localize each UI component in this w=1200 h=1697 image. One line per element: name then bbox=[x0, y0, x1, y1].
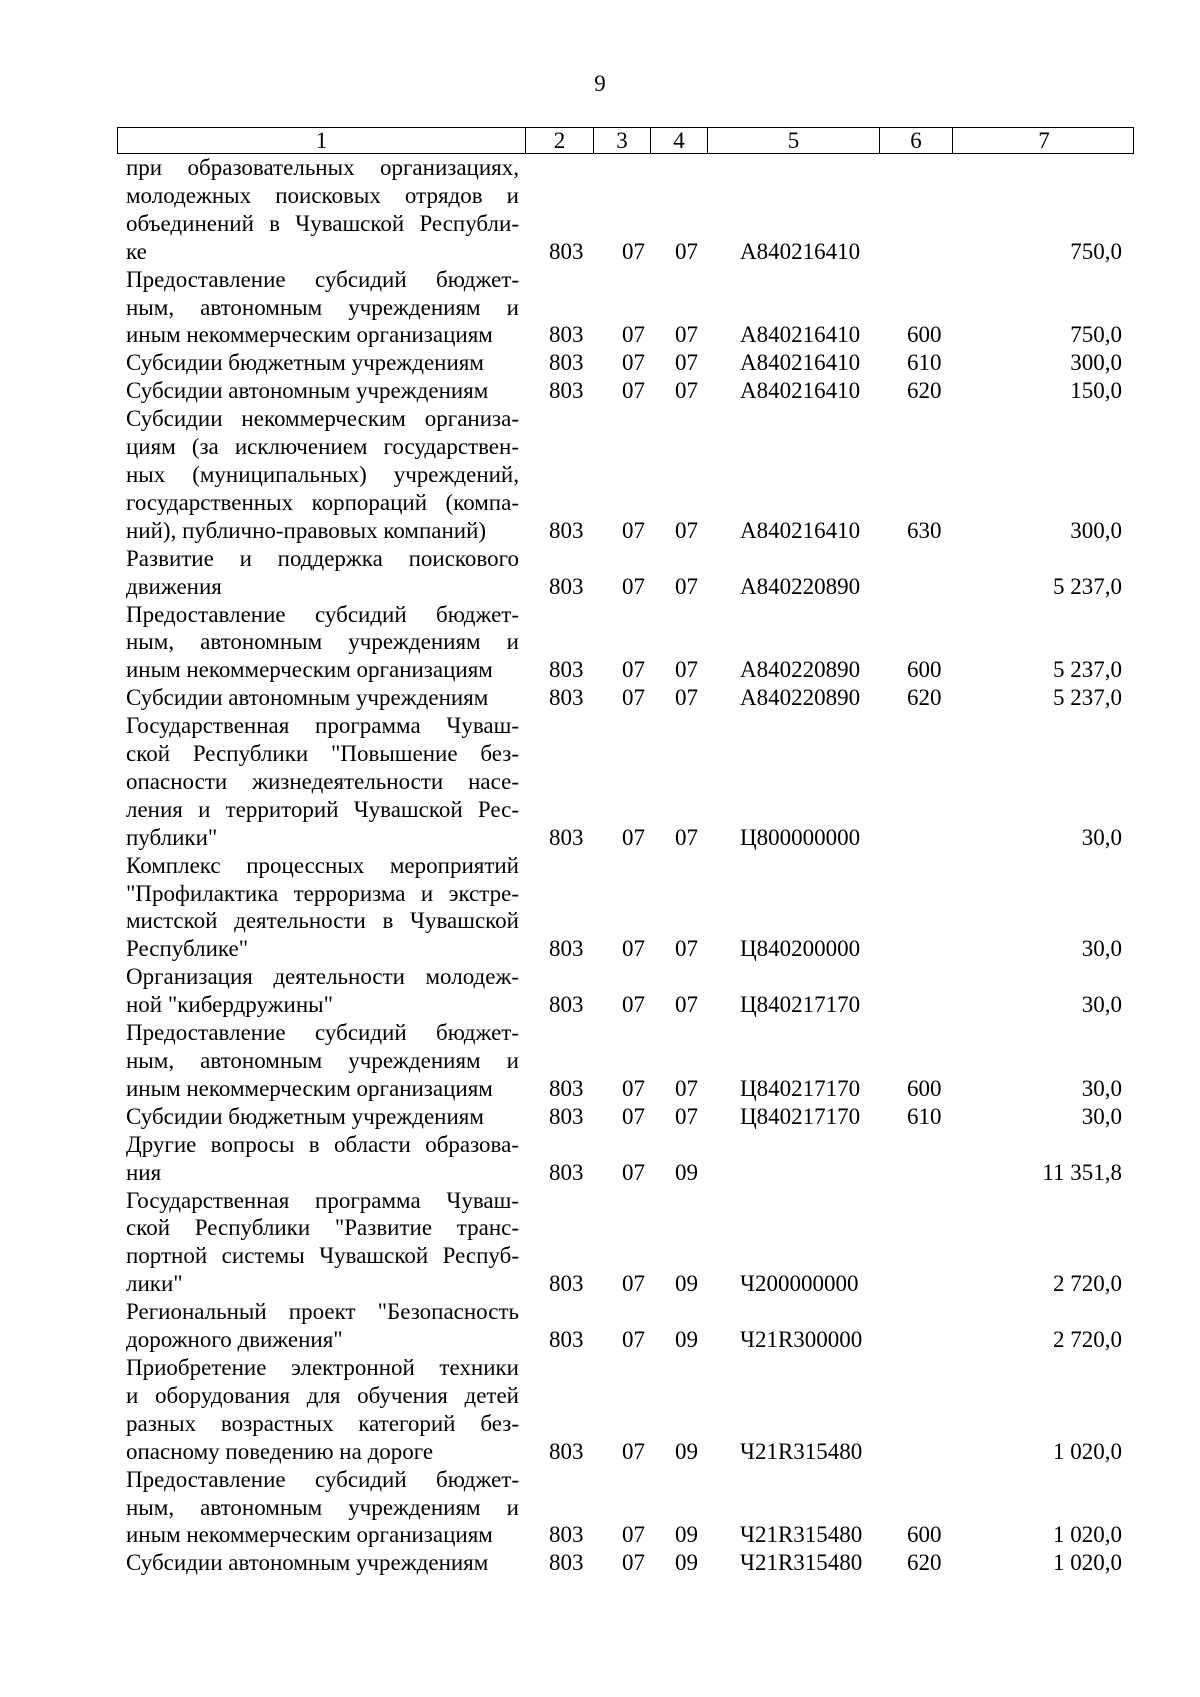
description-line: Государственная программа Чуваш- bbox=[126, 1187, 519, 1213]
description-line: ным, автономным учреждениям и bbox=[126, 1494, 519, 1520]
cell-col-4: 07 bbox=[675, 350, 698, 376]
description-line: и оборудования для обучения детей bbox=[126, 1382, 519, 1408]
cell-col-3: 07 bbox=[622, 573, 645, 599]
cell-col-5: А840216410 bbox=[740, 378, 861, 404]
cell-col-2: 803 bbox=[549, 1103, 584, 1129]
table-row bbox=[0, 377, 1200, 405]
description-line: ской Республики "Развитие транс- bbox=[126, 1215, 519, 1241]
cell-col-6: 600 bbox=[907, 322, 942, 348]
cell-col-3: 07 bbox=[622, 1271, 645, 1297]
description-line: молодежных поисковых отрядов и bbox=[126, 182, 519, 208]
cell-col-7: 30,0 bbox=[1081, 824, 1122, 850]
table-row bbox=[0, 545, 1200, 601]
cell-col-2: 803 bbox=[549, 1550, 584, 1576]
table-row bbox=[0, 601, 1200, 685]
cell-col-2: 803 bbox=[549, 657, 584, 683]
description-line: при образовательных организациях, bbox=[126, 155, 519, 180]
description-line: Другие вопросы в области образова- bbox=[126, 1131, 519, 1157]
description-line: Субсидии автономным учреждениям bbox=[126, 1550, 489, 1576]
row-description bbox=[126, 684, 519, 712]
cell-col-4: 07 bbox=[675, 824, 698, 850]
description-line: опасности жизнедеятельности насе- bbox=[126, 768, 519, 794]
cell-col-7: 30,0 bbox=[1081, 936, 1122, 962]
cell-col-7: 150,0 bbox=[1070, 378, 1122, 404]
cell-col-2: 803 bbox=[549, 1075, 584, 1101]
description-line: Республике" bbox=[126, 936, 249, 962]
table-row bbox=[0, 852, 1200, 964]
description-line: ным, автономным учреждениям и bbox=[126, 294, 519, 320]
cell-col-5: Ч21R315480 bbox=[740, 1550, 863, 1576]
description-line: ния bbox=[126, 1159, 162, 1185]
description-line: Предоставление субсидий бюджет- bbox=[126, 601, 519, 627]
cell-col-3: 07 bbox=[622, 517, 645, 543]
table-row bbox=[0, 1298, 1200, 1354]
cell-col-4: 07 bbox=[675, 936, 698, 962]
cell-col-6: 630 bbox=[907, 517, 942, 543]
row-description bbox=[126, 712, 519, 852]
table-row bbox=[0, 1131, 1200, 1187]
cell-col-4: 07 bbox=[675, 573, 698, 599]
cell-col-7: 30,0 bbox=[1081, 992, 1122, 1018]
description-line: ления и территорий Чувашской Рес- bbox=[126, 796, 519, 822]
table-row bbox=[0, 963, 1200, 1019]
description-line: Региональный проект "Безопасность bbox=[126, 1299, 519, 1325]
cell-col-4: 07 bbox=[675, 322, 698, 348]
cell-col-7: 750,0 bbox=[1070, 238, 1122, 264]
table-row bbox=[0, 1019, 1200, 1103]
cell-col-6: 600 bbox=[907, 657, 942, 683]
cell-col-4: 07 bbox=[675, 1103, 698, 1129]
description-line: движения bbox=[126, 573, 222, 599]
description-line: иным некоммерческим организациям bbox=[126, 322, 493, 348]
cell-col-2: 803 bbox=[549, 824, 584, 850]
description-line: иным некоммерческим организациям bbox=[126, 1075, 493, 1101]
cell-col-5: А840220890 bbox=[740, 573, 861, 599]
cell-col-5: А840220890 bbox=[740, 685, 861, 711]
row-description bbox=[126, 852, 519, 964]
cell-col-4: 09 bbox=[675, 1438, 698, 1464]
cell-col-5: Ц800000000 bbox=[740, 824, 861, 850]
cell-col-5: А840216410 bbox=[740, 350, 861, 376]
cell-col-7: 750,0 bbox=[1070, 322, 1122, 348]
cell-col-5: Ц840217170 bbox=[740, 992, 861, 1018]
cell-col-3: 07 bbox=[622, 1327, 645, 1353]
cell-col-7: 1 020,0 bbox=[1053, 1550, 1122, 1576]
cell-col-4: 09 bbox=[675, 1327, 698, 1353]
cell-col-6: 600 bbox=[907, 1075, 942, 1101]
cell-col-3: 07 bbox=[622, 685, 645, 711]
cell-col-5: Ц840217170 bbox=[740, 1075, 861, 1101]
page-number: 9 bbox=[594, 71, 606, 96]
cell-col-2: 803 bbox=[549, 992, 584, 1018]
description-line: ной "кибердружины" bbox=[126, 992, 333, 1018]
cell-col-5: А840216410 bbox=[740, 517, 861, 543]
table-row bbox=[0, 405, 1200, 545]
description-line: Субсидии бюджетным учреждениям bbox=[126, 1103, 484, 1129]
cell-col-7: 300,0 bbox=[1070, 517, 1122, 543]
description-line: Субсидии бюджетным учреждениям bbox=[126, 350, 484, 376]
description-line: ской Республики "Повышение без- bbox=[126, 741, 519, 767]
row-description bbox=[126, 266, 519, 350]
description-line: Субсидии некоммерческим организа- bbox=[126, 406, 519, 432]
row-description bbox=[126, 1298, 519, 1354]
description-line: разных возрастных категорий без- bbox=[126, 1410, 519, 1436]
cell-col-5: Ч21R300000 bbox=[740, 1327, 863, 1353]
cell-col-7: 2 720,0 bbox=[1053, 1327, 1122, 1353]
cell-col-3: 07 bbox=[622, 1159, 645, 1185]
table-body bbox=[0, 154, 1200, 1577]
cell-col-7: 300,0 bbox=[1070, 350, 1122, 376]
cell-col-7: 5 237,0 bbox=[1053, 685, 1122, 711]
cell-col-3: 07 bbox=[622, 936, 645, 962]
cell-col-4: 07 bbox=[675, 1075, 698, 1101]
description-line: государственных корпораций (компа- bbox=[126, 489, 519, 515]
cell-col-5: Ч200000000 bbox=[740, 1271, 859, 1297]
cell-col-7: 2 720,0 bbox=[1053, 1271, 1122, 1297]
cell-col-3: 07 bbox=[622, 1438, 645, 1464]
row-description bbox=[126, 154, 519, 266]
description-line: иным некоммерческим организациям bbox=[126, 657, 493, 683]
cell-col-2: 803 bbox=[549, 238, 584, 264]
description-line: ных (муниципальных) учреждений, bbox=[126, 461, 519, 487]
cell-col-5: Ч21R315480 bbox=[740, 1438, 863, 1464]
cell-col-4: 07 bbox=[675, 238, 698, 264]
cell-col-2: 803 bbox=[549, 1438, 584, 1464]
description-line: "Профилактика терроризма и экстре- bbox=[126, 880, 519, 906]
table-row bbox=[0, 1466, 1200, 1550]
cell-col-3: 07 bbox=[622, 350, 645, 376]
header-col-1: 1 bbox=[315, 128, 328, 153]
description-line: мистской деятельности в Чувашской bbox=[126, 908, 519, 934]
table-row bbox=[0, 1187, 1200, 1299]
description-line: Комплекс процессных мероприятий bbox=[126, 852, 519, 878]
header-col-2: 2 bbox=[525, 128, 593, 153]
description-line: Субсидии автономным учреждениям bbox=[126, 378, 489, 404]
cell-col-3: 07 bbox=[622, 1075, 645, 1101]
header-col-7: 7 bbox=[952, 128, 1135, 153]
header-col-4: 4 bbox=[650, 128, 707, 153]
description-line: циям (за исключением государствен- bbox=[126, 434, 519, 460]
cell-col-7: 1 020,0 bbox=[1053, 1522, 1122, 1548]
description-line: Государственная программа Чуваш- bbox=[126, 713, 519, 739]
description-line: дорожного движения" bbox=[126, 1327, 343, 1353]
description-line: публики" bbox=[126, 824, 218, 850]
row-description bbox=[126, 1466, 519, 1550]
cell-col-4: 07 bbox=[675, 378, 698, 404]
table-row bbox=[0, 1354, 1200, 1466]
description-line: Развитие и поддержка поискового bbox=[126, 545, 519, 571]
row-description bbox=[126, 377, 519, 405]
description-line: объединений в Чувашской Республи- bbox=[126, 210, 519, 236]
cell-col-4: 09 bbox=[675, 1271, 698, 1297]
cell-col-7: 1 020,0 bbox=[1053, 1438, 1122, 1464]
cell-col-4: 07 bbox=[675, 685, 698, 711]
description-line: ным, автономным учреждениям и bbox=[126, 1048, 519, 1073]
cell-col-4: 07 bbox=[675, 992, 698, 1018]
cell-col-6: 620 bbox=[907, 685, 942, 711]
description-line: Предоставление субсидий бюджет- bbox=[126, 266, 519, 292]
header-col-3: 3 bbox=[593, 128, 650, 153]
cell-col-2: 803 bbox=[549, 350, 584, 376]
cell-col-2: 803 bbox=[549, 1522, 584, 1548]
table-row bbox=[0, 266, 1200, 350]
description-line: ний), публично-правовых компаний) bbox=[126, 517, 487, 543]
cell-col-2: 803 bbox=[549, 322, 584, 348]
cell-col-6: 610 bbox=[907, 350, 942, 376]
description-line: опасному поведению на дороге bbox=[126, 1438, 434, 1464]
description-line: Предоставление субсидий бюджет- bbox=[126, 1020, 519, 1046]
description-line: иным некоммерческим организациям bbox=[126, 1522, 493, 1548]
cell-col-5: Ц840200000 bbox=[740, 936, 861, 962]
description-line: ным, автономным учреждениям и bbox=[126, 629, 519, 655]
cell-col-7: 11 351,8 bbox=[1042, 1159, 1122, 1185]
cell-col-5: Ц840217170 bbox=[740, 1103, 861, 1129]
cell-col-3: 07 bbox=[622, 657, 645, 683]
cell-col-4: 09 bbox=[675, 1550, 698, 1576]
cell-col-7: 30,0 bbox=[1081, 1075, 1122, 1101]
cell-col-2: 803 bbox=[549, 573, 584, 599]
description-line: Предоставление субсидий бюджет- bbox=[126, 1466, 519, 1492]
cell-col-2: 803 bbox=[549, 517, 584, 543]
description-line: Приобретение электронной техники bbox=[126, 1354, 519, 1380]
description-line: портной системы Чувашской Респуб- bbox=[126, 1243, 519, 1269]
description-line: Субсидии автономным учреждениям bbox=[126, 685, 489, 711]
table-row bbox=[0, 154, 1200, 266]
header-col-5: 5 bbox=[707, 128, 879, 153]
cell-col-3: 07 bbox=[622, 378, 645, 404]
row-description bbox=[126, 349, 519, 377]
row-description bbox=[126, 405, 519, 545]
cell-col-6: 600 bbox=[907, 1522, 942, 1548]
cell-col-6: 620 bbox=[907, 1550, 942, 1576]
cell-col-3: 07 bbox=[622, 238, 645, 264]
cell-col-3: 07 bbox=[622, 1550, 645, 1576]
row-description bbox=[126, 1354, 519, 1466]
table-row bbox=[0, 1549, 1200, 1577]
cell-col-4: 09 bbox=[675, 1159, 698, 1185]
description-line: ке bbox=[126, 238, 147, 264]
cell-col-5: А840216410 bbox=[740, 238, 861, 264]
cell-col-4: 09 bbox=[675, 1522, 698, 1548]
cell-col-2: 803 bbox=[549, 936, 584, 962]
cell-col-7: 30,0 bbox=[1081, 1103, 1122, 1129]
description-line: лики" bbox=[126, 1271, 183, 1297]
row-description bbox=[126, 601, 519, 685]
cell-col-6: 620 bbox=[907, 378, 942, 404]
table-row bbox=[0, 1103, 1200, 1131]
cell-col-3: 07 bbox=[622, 824, 645, 850]
cell-col-2: 803 bbox=[549, 378, 584, 404]
cell-col-3: 07 bbox=[622, 322, 645, 348]
cell-col-2: 803 bbox=[549, 685, 584, 711]
cell-col-7: 5 237,0 bbox=[1053, 573, 1122, 599]
cell-col-5: А840216410 bbox=[740, 322, 861, 348]
cell-col-6: 610 bbox=[907, 1103, 942, 1129]
cell-col-2: 803 bbox=[549, 1327, 584, 1353]
cell-col-3: 07 bbox=[622, 1103, 645, 1129]
cell-col-7: 5 237,0 bbox=[1053, 657, 1122, 683]
row-description bbox=[126, 1549, 519, 1577]
row-description bbox=[126, 963, 519, 1019]
header-col-6: 6 bbox=[879, 128, 952, 153]
cell-col-2: 803 bbox=[549, 1271, 584, 1297]
cell-col-4: 07 bbox=[675, 657, 698, 683]
row-description bbox=[126, 545, 519, 601]
cell-col-3: 07 bbox=[622, 1522, 645, 1548]
table-row bbox=[0, 349, 1200, 377]
table-row bbox=[0, 712, 1200, 852]
row-description bbox=[126, 1131, 519, 1187]
cell-col-4: 07 bbox=[675, 517, 698, 543]
row-description bbox=[126, 1019, 519, 1103]
cell-col-3: 07 bbox=[622, 992, 645, 1018]
cell-col-5: А840220890 bbox=[740, 657, 861, 683]
row-description bbox=[126, 1187, 519, 1299]
description-line: Организация деятельности молодеж- bbox=[126, 964, 519, 990]
cell-col-2: 803 bbox=[549, 1159, 584, 1185]
row-description bbox=[126, 1103, 519, 1131]
cell-col-5: Ч21R315480 bbox=[740, 1522, 863, 1548]
table-row bbox=[0, 684, 1200, 712]
table-header bbox=[117, 127, 1134, 154]
